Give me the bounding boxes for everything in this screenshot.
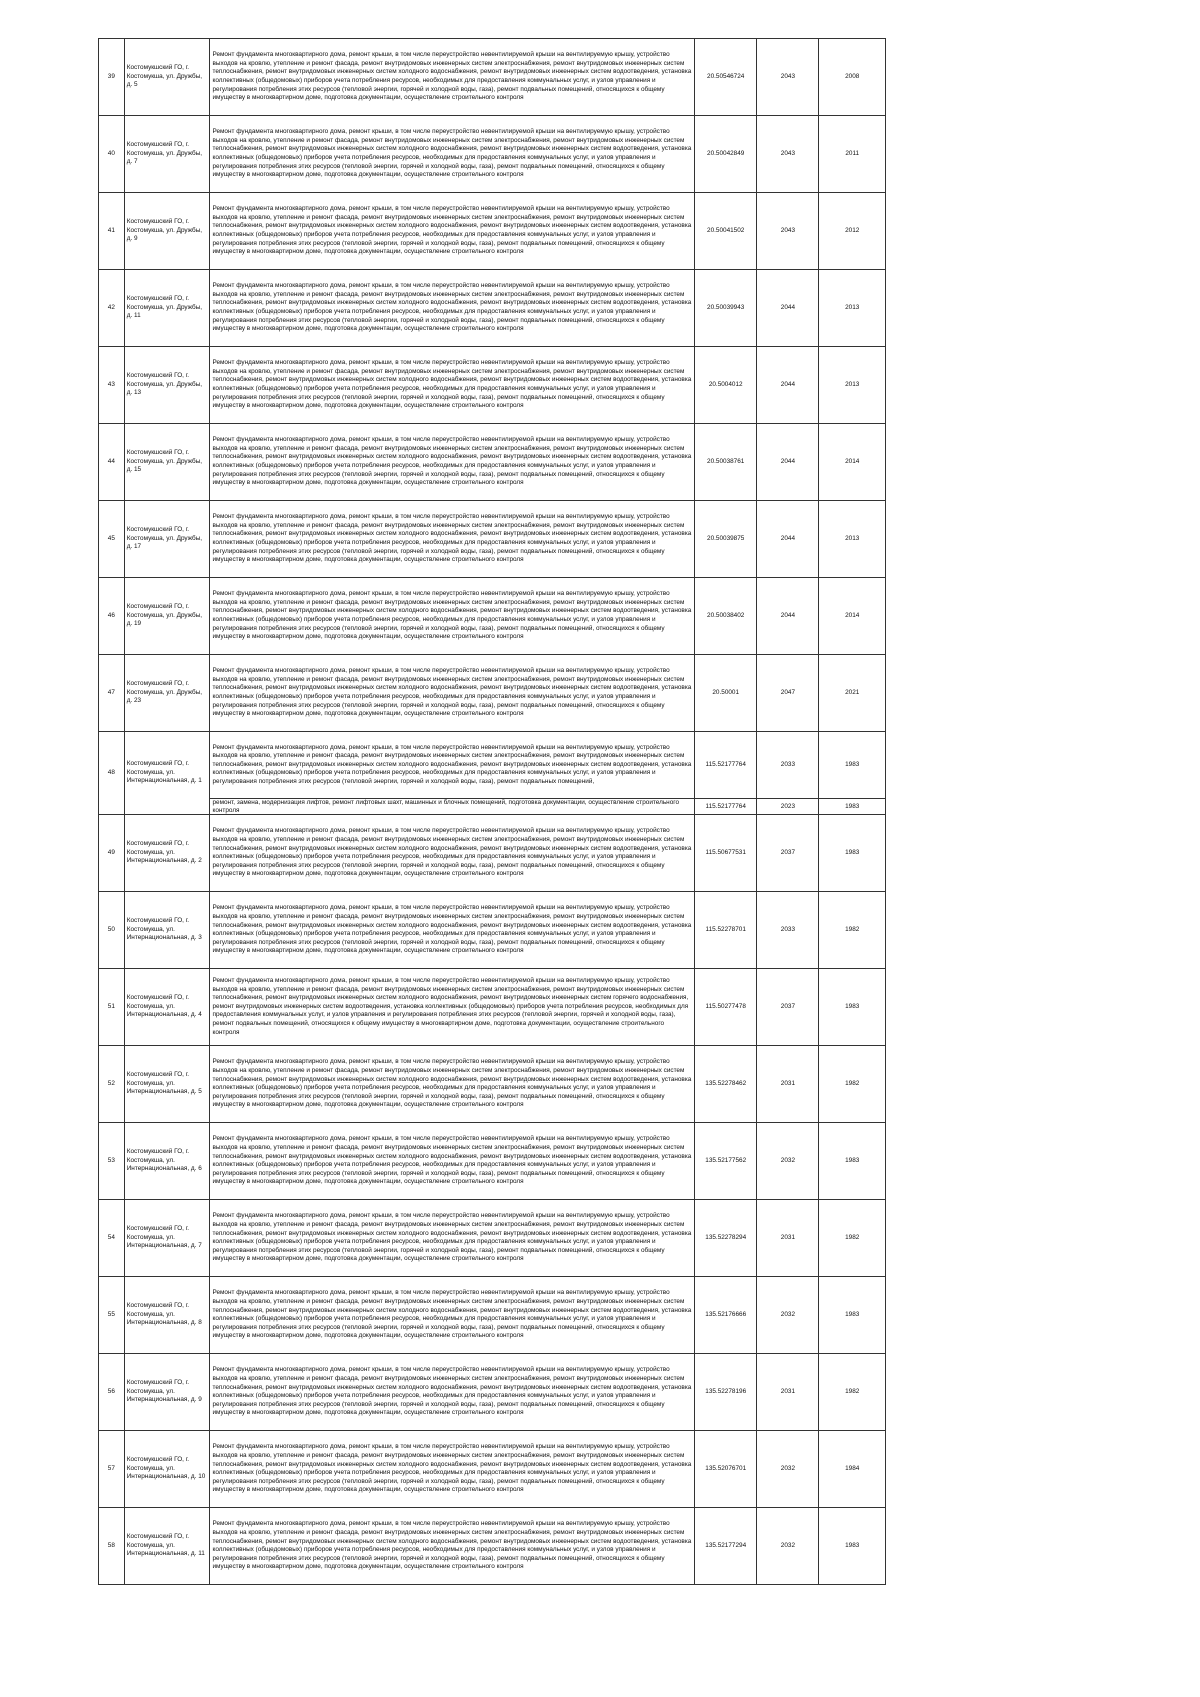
row-number: 49 (99, 815, 125, 892)
address-cell: Костомукшский ГО, г. Костомукша, ул. Интернациональная, д. 5 (124, 1046, 210, 1123)
table-subrow (99, 799, 886, 815)
build-year-cell: 1983 (819, 1123, 886, 1200)
build-year-cell: 1982 (819, 892, 886, 969)
address-cell: Костомукшский ГО, г. Костомукша, ул. Интернациональная, д. 9 (124, 1354, 210, 1431)
area-cell: 135.52177294 (695, 1508, 757, 1585)
address-cell: Костомукшский ГО, г. Костомукша, ул. Интернациональная, д. 6 (124, 1123, 210, 1200)
planned-year-cell: 2023 (757, 799, 819, 815)
works-cell: Ремонт фундамента многоквартирного дома, ремонт крыши, в том числе переустройство невентилируемой крыши на вентилируемую крышу, устройство выходов на кровлю, утепление и ремонт фасада, ремонт внутридомовых инженерных систем электроснабжения, ремонт внутридомовых инженерных систем теплоснабжения, ремонт внутридомовых инженерных систем холодного водоснабжения, ремонт внутридомовых инженерных систем водоотведения, установка коллективных (общедомовых) приборов учета потребления ресурсов, необходимых для предоставления коммунальных услуг, и узлов управления и регулирования потребления этих ресурсов (тепловой энергии, горячей и холодной воды, газа), ремонт подвальных помещений, (210, 732, 695, 799)
address-cell: Костомукшский ГО, г. Костомукша, ул. Дружбы, д. 17 (124, 501, 210, 578)
works-cell: Ремонт фундамента многоквартирного дома, ремонт крыши, в том числе переустройство невентилируемой крыши на вентилируемую крышу, устройство выходов на кровлю, утепление и ремонт фасада, ремонт внутридомовых инженерных систем электроснабжения, ремонт внутридомовых инженерных систем теплоснабжения, ремонт внутридомовых инженерных систем холодного водоснабжения, ремонт внутридомовых инженерных систем водоотведения, установка коллективных (общедомовых) приборов учета потребления ресурсов, необходимых для предоставления коммунальных услуг, и узлов управления и регулирования потребления этих ресурсов (тепловой энергии, горячей и холодной воды, газа), ремонт подвальных помещений, относящихся к общему имуществу в многоквартирном доме, подготовка документации, осуществление строительного контроля (210, 1123, 695, 1200)
area-cell: 20.50038402 (695, 578, 757, 655)
area-cell: 20.50041502 (695, 193, 757, 270)
planned-year-cell: 2031 (757, 1200, 819, 1277)
address-cell: Костомукшский ГО, г. Костомукша, ул. Интернациональная, д. 1 (124, 732, 210, 815)
planned-year-cell: 2047 (757, 655, 819, 732)
table-row (99, 815, 886, 892)
planned-year-cell: 2044 (757, 270, 819, 347)
build-year-cell: 2011 (819, 116, 886, 193)
planned-year-cell: 2037 (757, 815, 819, 892)
row-number: 40 (99, 116, 125, 193)
table-row (99, 1046, 886, 1123)
address-cell: Костомукшский ГО, г. Костомукша, ул. Интернациональная, д. 7 (124, 1200, 210, 1277)
capital-repair-table (98, 38, 886, 1585)
works-cell: Ремонт фундамента многоквартирного дома, ремонт крыши, в том числе переустройство невентилируемой крыши на вентилируемую крышу, устройство выходов на кровлю, утепление и ремонт фасада, ремонт внутридомовых инженерных систем электроснабжения, ремонт внутридомовых инженерных систем теплоснабжения, ремонт внутридомовых инженерных систем холодного водоснабжения, ремонт внутридомовых инженерных систем водоотведения, установка коллективных (общедомовых) приборов учета потребления ресурсов, необходимых для предоставления коммунальных услуг, и узлов управления и регулирования потребления этих ресурсов (тепловой энергии, горячей и холодной воды, газа), ремонт подвальных помещений, относящихся к общему имуществу в многоквартирном доме, подготовка документации, осуществление строительного контроля (210, 116, 695, 193)
works-cell: Ремонт фундамента многоквартирного дома, ремонт крыши, в том числе переустройство невентилируемой крыши на вентилируемую крышу, устройство выходов на кровлю, утепление и ремонт фасада, ремонт внутридомовых инженерных систем электроснабжения, ремонт внутридомовых инженерных систем теплоснабжения, ремонт внутридомовых инженерных систем холодного водоснабжения, ремонт внутридомовых инженерных систем водоотведения, установка коллективных (общедомовых) приборов учета потребления ресурсов, необходимых для предоставления коммунальных услуг, и узлов управления и регулирования потребления этих ресурсов (тепловой энергии, горячей и холодной воды, газа), ремонт подвальных помещений, относящихся к общему имуществу в многоквартирном доме, подготовка документации, осуществление строительного контроля (210, 815, 695, 892)
table-row (99, 732, 886, 799)
row-number: 51 (99, 969, 125, 1046)
planned-year-cell: 2031 (757, 1354, 819, 1431)
table-row (99, 1123, 886, 1200)
row-number: 55 (99, 1277, 125, 1354)
table-row (99, 116, 886, 193)
address-cell: Костомукшский ГО, г. Костомукша, ул. Дружбы, д. 15 (124, 424, 210, 501)
area-cell: 20.50546724 (695, 39, 757, 116)
row-number: 41 (99, 193, 125, 270)
table-body (99, 39, 886, 1585)
area-cell: 135.52076701 (695, 1431, 757, 1508)
area-cell: 115.50677531 (695, 815, 757, 892)
table-row (99, 501, 886, 578)
address-cell: Костомукшский ГО, г. Костомукша, ул. Дружбы, д. 13 (124, 347, 210, 424)
table-row (99, 1277, 886, 1354)
table-row (99, 1508, 886, 1585)
planned-year-cell: 2032 (757, 1277, 819, 1354)
build-year-cell: 1982 (819, 1046, 886, 1123)
address-cell: Костомукшский ГО, г. Костомукша, ул. Дружбы, д. 9 (124, 193, 210, 270)
area-cell: 135.52278462 (695, 1046, 757, 1123)
works-cell: Ремонт фундамента многоквартирного дома, ремонт крыши, в том числе переустройство невентилируемой крыши на вентилируемую крышу, устройство выходов на кровлю, утепление и ремонт фасада, ремонт внутридомовых инженерных систем электроснабжения, ремонт внутридомовых инженерных систем теплоснабжения, ремонт внутридомовых инженерных систем холодного водоснабжения, ремонт внутридомовых инженерных систем водоотведения, установка коллективных (общедомовых) приборов учета потребления ресурсов, необходимых для предоставления коммунальных услуг, и узлов управления и регулирования потребления этих ресурсов (тепловой энергии, горячей и холодной воды, газа), ремонт подвальных помещений, относящихся к общему имуществу в многоквартирном доме, подготовка документации, осуществление строительного контроля (210, 39, 695, 116)
works-cell: Ремонт фундамента многоквартирного дома, ремонт крыши, в том числе переустройство невентилируемой крыши на вентилируемую крышу, устройство выходов на кровлю, утепление и ремонт фасада, ремонт внутридомовых инженерных систем электроснабжения, ремонт внутридомовых инженерных систем теплоснабжения, ремонт внутридомовых инженерных систем холодного водоснабжения, ремонт внутридомовых инженерных систем водоотведения, установка коллективных (общедомовых) приборов учета потребления ресурсов, необходимых для предоставления коммунальных услуг, и узлов управления и регулирования потребления этих ресурсов (тепловой энергии, горячей и холодной воды, газа), ремонт подвальных помещений, относящихся к общему имуществу в многоквартирном доме, подготовка документации, осуществление строительного контроля (210, 655, 695, 732)
row-number: 54 (99, 1200, 125, 1277)
works-cell: Ремонт фундамента многоквартирного дома, ремонт крыши, в том числе переустройство невентилируемой крыши на вентилируемую крышу, устройство выходов на кровлю, утепление и ремонт фасада, ремонт внутридомовых инженерных систем электроснабжения, ремонт внутридомовых инженерных систем теплоснабжения, ремонт внутридомовых инженерных систем холодного водоснабжения, ремонт внутридомовых инженерных систем водоотведения, установка коллективных (общедомовых) приборов учета потребления ресурсов, необходимых для предоставления коммунальных услуг, и узлов управления и регулирования потребления этих ресурсов (тепловой энергии, горячей и холодной воды, газа), ремонт подвальных помещений, относящихся к общему имуществу в многоквартирном доме, подготовка документации, осуществление строительного контроля (210, 501, 695, 578)
planned-year-cell: 2032 (757, 1431, 819, 1508)
build-year-cell: 1983 (819, 732, 886, 799)
row-number: 46 (99, 578, 125, 655)
works-cell: Ремонт фундамента многоквартирного дома, ремонт крыши, в том числе переустройство невентилируемой крыши на вентилируемую крышу, устройство выходов на кровлю, утепление и ремонт фасада, ремонт внутридомовых инженерных систем электроснабжения, ремонт внутридомовых инженерных систем теплоснабжения, ремонт внутридомовых инженерных систем холодного водоснабжения, ремонт внутридомовых инженерных систем водоотведения, установка коллективных (общедомовых) приборов учета потребления ресурсов, необходимых для предоставления коммунальных услуг, и узлов управления и регулирования потребления этих ресурсов (тепловой энергии, горячей и холодной воды, газа), ремонт подвальных помещений, относящихся к общему имуществу в многоквартирном доме, подготовка документации, осуществление строительного контроля (210, 1431, 695, 1508)
works-cell: Ремонт фундамента многоквартирного дома, ремонт крыши, в том числе переустройство невентилируемой крыши на вентилируемую крышу, устройство выходов на кровлю, утепление и ремонт фасада, ремонт внутридомовых инженерных систем электроснабжения, ремонт внутридомовых инженерных систем теплоснабжения, ремонт внутридомовых инженерных систем холодного водоснабжения, ремонт внутридомовых инженерных систем водоотведения, установка коллективных (общедомовых) приборов учета потребления ресурсов, необходимых для предоставления коммунальных услуг, и узлов управления и регулирования потребления этих ресурсов (тепловой энергии, горячей и холодной воды, газа), ремонт подвальных помещений, относящихся к общему имуществу в многоквартирном доме, подготовка документации, осуществление строительного контроля (210, 578, 695, 655)
area-cell: 135.52278196 (695, 1354, 757, 1431)
area-cell: 20.50039875 (695, 501, 757, 578)
planned-year-cell: 2037 (757, 969, 819, 1046)
works-cell: Ремонт фундамента многоквартирного дома, ремонт крыши, в том числе переустройство невентилируемой крыши на вентилируемую крышу, устройство выходов на кровлю, утепление и ремонт фасада, ремонт внутридомовых инженерных систем электроснабжения, ремонт внутридомовых инженерных систем теплоснабжения, ремонт внутридомовых инженерных систем холодного водоснабжения, ремонт внутридомовых инженерных систем водоотведения, установка коллективных (общедомовых) приборов учета потребления ресурсов, необходимых для предоставления коммунальных услуг, и узлов управления и регулирования потребления этих ресурсов (тепловой энергии, горячей и холодной воды, газа), ремонт подвальных помещений, относящихся к общему имуществу в многоквартирном доме, подготовка документации, осуществление строительного контроля (210, 1354, 695, 1431)
row-number: 48 (99, 732, 125, 815)
table-row (99, 655, 886, 732)
table-row (99, 424, 886, 501)
row-number: 52 (99, 1046, 125, 1123)
address-cell: Костомукшский ГО, г. Костомукша, ул. Дружбы, д. 7 (124, 116, 210, 193)
works-cell: Ремонт фундамента многоквартирного дома, ремонт крыши, в том числе переустройство невентилируемой крыши на вентилируемую крышу, устройство выходов на кровлю, утепление и ремонт фасада, ремонт внутридомовых инженерных систем электроснабжения, ремонт внутридомовых инженерных систем теплоснабжения, ремонт внутридомовых инженерных систем холодного водоснабжения, ремонт внутридомовых инженерных систем водоотведения, установка коллективных (общедомовых) приборов учета потребления ресурсов, необходимых для предоставления коммунальных услуг, и узлов управления и регулирования потребления этих ресурсов (тепловой энергии, горячей и холодной воды, газа), ремонт подвальных помещений, относящихся к общему имуществу в многоквартирном доме, подготовка документации, осуществление строительного контроля (210, 347, 695, 424)
planned-year-cell: 2032 (757, 1508, 819, 1585)
table-row (99, 1431, 886, 1508)
table-row (99, 270, 886, 347)
planned-year-cell: 2043 (757, 193, 819, 270)
build-year-cell: 1982 (819, 1200, 886, 1277)
row-number: 42 (99, 270, 125, 347)
address-cell: Костомукшский ГО, г. Костомукша, ул. Интернациональная, д. 3 (124, 892, 210, 969)
works-cell: Ремонт фундамента многоквартирного дома, ремонт крыши, в том числе переустройство невентилируемой крыши на вентилируемую крышу, устройство выходов на кровлю, утепление и ремонт фасада, ремонт внутридомовых инженерных систем электроснабжения, ремонт внутридомовых инженерных систем теплоснабжения, ремонт внутридомовых инженерных систем холодного водоснабжения, ремонт внутридомовых инженерных систем водоотведения, установка коллективных (общедомовых) приборов учета потребления ресурсов, необходимых для предоставления коммунальных услуг, и узлов управления и регулирования потребления этих ресурсов (тепловой энергии, горячей и холодной воды, газа), ремонт подвальных помещений, относящихся к общему имуществу в многоквартирном доме, подготовка документации, осуществление строительного контроля (210, 892, 695, 969)
table-row (99, 578, 886, 655)
planned-year-cell: 2044 (757, 501, 819, 578)
works-cell: Ремонт фундамента многоквартирного дома, ремонт крыши, в том числе переустройство невентилируемой крыши на вентилируемую крышу, устройство выходов на кровлю, утепление и ремонт фасада, ремонт внутридомовых инженерных систем электроснабжения, ремонт внутридомовых инженерных систем теплоснабжения, ремонт внутридомовых инженерных систем холодного водоснабжения, ремонт внутридомовых инженерных систем водоотведения, установка коллективных (общедомовых) приборов учета потребления ресурсов, необходимых для предоставления коммунальных услуг, и узлов управления и регулирования потребления этих ресурсов (тепловой энергии, горячей и холодной воды, газа), ремонт подвальных помещений, относящихся к общему имуществу в многоквартирном доме, подготовка документации, осуществление строительного контроля (210, 270, 695, 347)
area-cell: 135.52177562 (695, 1123, 757, 1200)
row-number: 45 (99, 501, 125, 578)
area-cell: 135.52176666 (695, 1277, 757, 1354)
row-number: 58 (99, 1508, 125, 1585)
planned-year-cell: 2033 (757, 892, 819, 969)
area-cell: 115.50277478 (695, 969, 757, 1046)
address-cell: Костомукшский ГО, г. Костомукша, ул. Дружбы, д. 5 (124, 39, 210, 116)
build-year-cell: 2012 (819, 193, 886, 270)
row-number: 56 (99, 1354, 125, 1431)
works-cell: Ремонт фундамента многоквартирного дома, ремонт крыши, в том числе переустройство невентилируемой крыши на вентилируемую крышу, устройство выходов на кровлю, утепление и ремонт фасада, ремонт внутридомовых инженерных систем электроснабжения, ремонт внутридомовых инженерных систем теплоснабжения, ремонт внутридомовых инженерных систем холодного водоснабжения, ремонт внутридомовых инженерных систем водоотведения, установка коллективных (общедомовых) приборов учета потребления ресурсов, необходимых для предоставления коммунальных услуг, и узлов управления и регулирования потребления этих ресурсов (тепловой энергии, горячей и холодной воды, газа), ремонт подвальных помещений, относящихся к общему имуществу в многоквартирном доме, подготовка документации, осуществление строительного контроля (210, 1200, 695, 1277)
area-cell: 115.52177764 (695, 799, 757, 815)
address-cell: Костомукшский ГО, г. Костомукша, ул. Дружбы, д. 23 (124, 655, 210, 732)
planned-year-cell: 2044 (757, 424, 819, 501)
table-row (99, 1200, 886, 1277)
build-year-cell: 2014 (819, 578, 886, 655)
build-year-cell: 1983 (819, 1508, 886, 1585)
build-year-cell: 1983 (819, 799, 886, 815)
works-cell: Ремонт фундамента многоквартирного дома, ремонт крыши, в том числе переустройство невентилируемой крыши на вентилируемую крышу, устройство выходов на кровлю, утепление и ремонт фасада, ремонт внутридомовых инженерных систем электроснабжения, ремонт внутридомовых инженерных систем теплоснабжения, ремонт внутридомовых инженерных систем холодного водоснабжения, ремонт внутридомовых инженерных систем водоотведения, установка коллективных (общедомовых) приборов учета потребления ресурсов, необходимых для предоставления коммунальных услуг, и узлов управления и регулирования потребления этих ресурсов (тепловой энергии, горячей и холодной воды, газа), ремонт подвальных помещений, относящихся к общему имуществу в многоквартирном доме, подготовка документации, осуществление строительного контроля (210, 1508, 695, 1585)
build-year-cell: 2013 (819, 501, 886, 578)
works-cell: Ремонт фундамента многоквартирного дома, ремонт крыши, в том числе переустройство невентилируемой крыши на вентилируемую крышу, устройство выходов на кровлю, утепление и ремонт фасада, ремонт внутридомовых инженерных систем электроснабжения, ремонт внутридомовых инженерных систем теплоснабжения, ремонт внутридомовых инженерных систем холодного водоснабжения, ремонт внутридомовых инженерных систем водоотведения, установка коллективных (общедомовых) приборов учета потребления ресурсов, необходимых для предоставления коммунальных услуг, и узлов управления и регулирования потребления этих ресурсов (тепловой энергии, горячей и холодной воды, газа), ремонт подвальных помещений, относящихся к общему имуществу в многоквартирном доме, подготовка документации, осуществление строительного контроля (210, 1277, 695, 1354)
row-number: 53 (99, 1123, 125, 1200)
area-cell: 20.50039943 (695, 270, 757, 347)
row-number: 39 (99, 39, 125, 116)
planned-year-cell: 2032 (757, 1123, 819, 1200)
area-cell: 115.52177764 (695, 732, 757, 799)
row-number: 57 (99, 1431, 125, 1508)
works-cell: ремонт, замена, модернизация лифтов, ремонт лифтовых шахт, машинных и блочных помещений, подготовка документации, осуществление строительного контроля (210, 799, 695, 815)
planned-year-cell: 2031 (757, 1046, 819, 1123)
area-cell: 135.52278294 (695, 1200, 757, 1277)
build-year-cell: 2008 (819, 39, 886, 116)
table-row (99, 969, 886, 1046)
row-number: 44 (99, 424, 125, 501)
table-row (99, 39, 886, 116)
build-year-cell: 2014 (819, 424, 886, 501)
address-cell: Костомукшский ГО, г. Костомукша, ул. Дружбы, д. 19 (124, 578, 210, 655)
works-cell: Ремонт фундамента многоквартирного дома, ремонт крыши, в том числе переустройство невентилируемой крыши на вентилируемую крышу, устройство выходов на кровлю, утепление и ремонт фасада, ремонт внутридомовых инженерных систем электроснабжения, ремонт внутридомовых инженерных систем теплоснабжения, ремонт внутридомовых инженерных систем холодного водоснабжения, ремонт внутридомовых инженерных систем водоотведения, установка коллективных (общедомовых) приборов учета потребления ресурсов, необходимых для предоставления коммунальных услуг, и узлов управления и регулирования потребления этих ресурсов (тепловой энергии, горячей и холодной воды, газа), ремонт подвальных помещений, относящихся к общему имуществу в многоквартирном доме, подготовка документации, осуществление строительного контроля (210, 1046, 695, 1123)
works-cell: Ремонт фундамента многоквартирного дома, ремонт крыши, в том числе переустройство невентилируемой крыши на вентилируемую крышу, устройство выходов на кровлю, утепление и ремонт фасада, ремонт внутридомовых инженерных систем электроснабжения, ремонт внутридомовых инженерных систем теплоснабжения, ремонт внутридомовых инженерных систем холодного водоснабжения, ремонт внутридомовых инженерных систем водоотведения, установка коллективных (общедомовых) приборов учета потребления ресурсов, необходимых для предоставления коммунальных услуг, и узлов управления и регулирования потребления этих ресурсов (тепловой энергии, горячей и холодной воды, газа), ремонт подвальных помещений, относящихся к общему имуществу в многоквартирном доме, подготовка документации, осуществление строительного контроля (210, 193, 695, 270)
build-year-cell: 1982 (819, 1354, 886, 1431)
address-cell: Костомукшский ГО, г. Костомукша, ул. Дружбы, д. 11 (124, 270, 210, 347)
works-cell: Ремонт фундамента многоквартирного дома, ремонт крыши, в том числе переустройство невентилируемой крыши на вентилируемую крышу, устройство выходов на кровлю, утепление и ремонт фасада, ремонт внутридомовых инженерных систем электроснабжения, ремонт внутридомовых инженерных систем теплоснабжения, ремонт внутридомовых инженерных систем холодного водоснабжения, ремонт внутридомовых инженерных систем горячего водоснабжения, ремонт внутридомовых инженерных систем водоотведения, установка коллективных (общедомовых) приборов учета потребления ресурсов, необходимых для предоставления коммунальных услуг, и узлов управления и регулирования потребления этих ресурсов (тепловой энергии, горячей и холодной воды, газа), ремонт подвальных помещений, относящихся к общему имуществу в многоквартирном доме, подготовка документации, осуществление строительного контроля (210, 969, 695, 1046)
address-cell: Костомукшский ГО, г. Костомукша, ул. Интернациональная, д. 10 (124, 1431, 210, 1508)
table-row (99, 193, 886, 270)
area-cell: 20.5004012 (695, 347, 757, 424)
build-year-cell: 2013 (819, 270, 886, 347)
planned-year-cell: 2033 (757, 732, 819, 799)
address-cell: Костомукшский ГО, г. Костомукша, ул. Интернациональная, д. 2 (124, 815, 210, 892)
table-row (99, 1354, 886, 1431)
row-number: 47 (99, 655, 125, 732)
area-cell: 115.52278701 (695, 892, 757, 969)
planned-year-cell: 2043 (757, 116, 819, 193)
planned-year-cell: 2043 (757, 39, 819, 116)
planned-year-cell: 2044 (757, 347, 819, 424)
build-year-cell: 1983 (819, 969, 886, 1046)
area-cell: 20.50042849 (695, 116, 757, 193)
address-cell: Костомукшский ГО, г. Костомукша, ул. Интернациональная, д. 4 (124, 969, 210, 1046)
build-year-cell: 2013 (819, 347, 886, 424)
row-number: 43 (99, 347, 125, 424)
build-year-cell: 1984 (819, 1431, 886, 1508)
table-row (99, 892, 886, 969)
works-cell: Ремонт фундамента многоквартирного дома, ремонт крыши, в том числе переустройство невентилируемой крыши на вентилируемую крышу, устройство выходов на кровлю, утепление и ремонт фасада, ремонт внутридомовых инженерных систем электроснабжения, ремонт внутридомовых инженерных систем теплоснабжения, ремонт внутридомовых инженерных систем холодного водоснабжения, ремонт внутридомовых инженерных систем водоотведения, установка коллективных (общедомовых) приборов учета потребления ресурсов, необходимых для предоставления коммунальных услуг, и узлов управления и регулирования потребления этих ресурсов (тепловой энергии, горячей и холодной воды, газа), ремонт подвальных помещений, относящихся к общему имуществу в многоквартирном доме, подготовка документации, осуществление строительного контроля (210, 424, 695, 501)
build-year-cell: 2021 (819, 655, 886, 732)
build-year-cell: 1983 (819, 1277, 886, 1354)
area-cell: 20.50038761 (695, 424, 757, 501)
planned-year-cell: 2044 (757, 578, 819, 655)
build-year-cell: 1983 (819, 815, 886, 892)
table-row (99, 347, 886, 424)
area-cell: 20.50001 (695, 655, 757, 732)
address-cell: Костомукшский ГО, г. Костомукша, ул. Интернациональная, д. 8 (124, 1277, 210, 1354)
row-number: 50 (99, 892, 125, 969)
address-cell: Костомукшский ГО, г. Костомукша, ул. Интернациональная, д. 11 (124, 1508, 210, 1585)
